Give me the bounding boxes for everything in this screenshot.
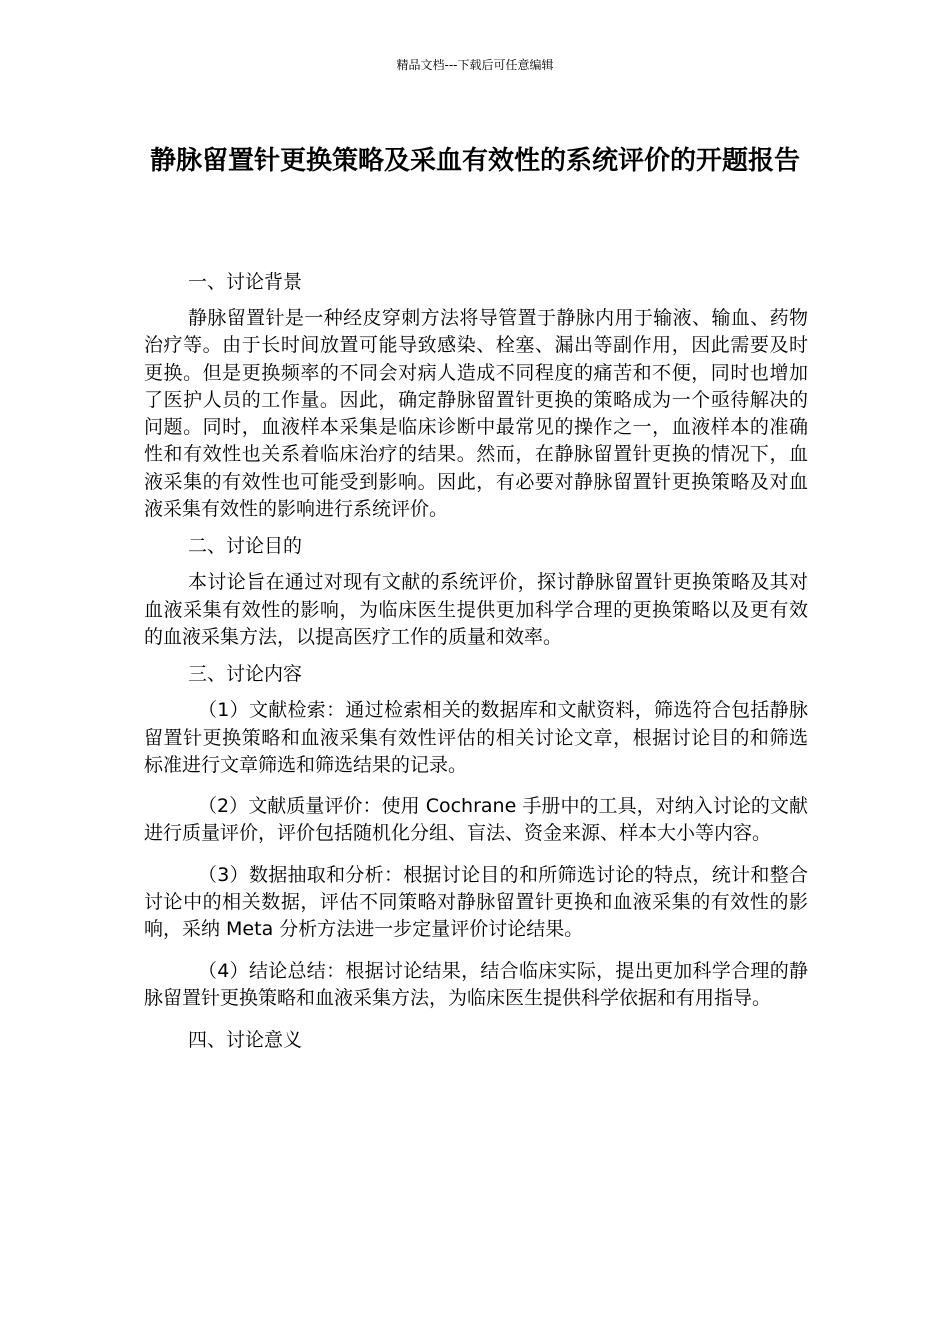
section-heading-content: 三、讨论内容 — [188, 663, 303, 686]
content-item-literature-search: （1）文献检索：通过检索相关的数据库和文献资料，筛选符合包括静脉留置针更换策略和血液采集有效性评估的相关讨论文章，根据讨论目的和筛选标准进行文章筛选和筛选结果的记录。 — [144, 699, 808, 776]
content-item-quality-assessment: （2）文献质量评价：使用 Cochrane 手册中的工具，对纳入讨论的文献进行质量评价，评价包括随机化分组、盲法、资金来源、样本大小等内容。 — [144, 795, 808, 845]
section-heading-purpose: 二、讨论目的 — [188, 535, 303, 558]
content-item-conclusion: （4）结论总结：根据讨论结果，结合临床实际，提出更加科学合理的静脉留置针更换策略和血液采集方法，为临床医生提供科学依据和有用指导。 — [144, 959, 808, 1009]
background-paragraph: 静脉留置针是一种经皮穿刺方法将导管置于静脉内用于输液、输血、药物治疗等。由于长时间放置可能导致感染、栓塞、漏出等副作用，因此需要及时更换。但是更换频率的不同会对病人造成不同程度的痛苦和不便，同时也增加了医护人员的工作量。因此，确定静脉留置针更换的策略成为一个亟待解决的问题。同时，血液样本采集是临床诊断中最常见的操作之一，血液样本的准确性和有效性也关系着临床治疗的结果。然而，在静脉留置针更换的情况下，血液采集的有效性也可能受到影响。因此，有必要对静脉留置针更换策略及对血液采集有效性的影响进行系统评价。 — [144, 307, 808, 521]
section-heading-significance: 四、讨论意义 — [188, 1029, 303, 1052]
header-note: 精品文档---下载后可任意编辑 — [396, 58, 554, 72]
document-title: 静脉留置针更换策略及采血有效性的系统评价的开题报告 — [149, 146, 800, 176]
section-heading-background: 一、讨论背景 — [188, 271, 303, 293]
purpose-paragraph: 本讨论旨在通过对现有文献的系统评价，探讨静脉留置针更换策略及其对血液采集有效性的影响，为临床医生提供更加科学合理的更换策略以及更有效的血液采集方法，以提高医疗工作的质量和效率。 — [144, 571, 808, 648]
document-body — [144, 268, 808, 1063]
content-item-data-analysis: （3）数据抽取和分析：根据讨论目的和所筛选讨论的特点，统计和整合讨论中的相关数据，评估不同策略对静脉留置针更换和血液采集的有效性的影响，采纳 Meta 分析方法进一步定量评价讨论结果。 — [144, 863, 808, 941]
